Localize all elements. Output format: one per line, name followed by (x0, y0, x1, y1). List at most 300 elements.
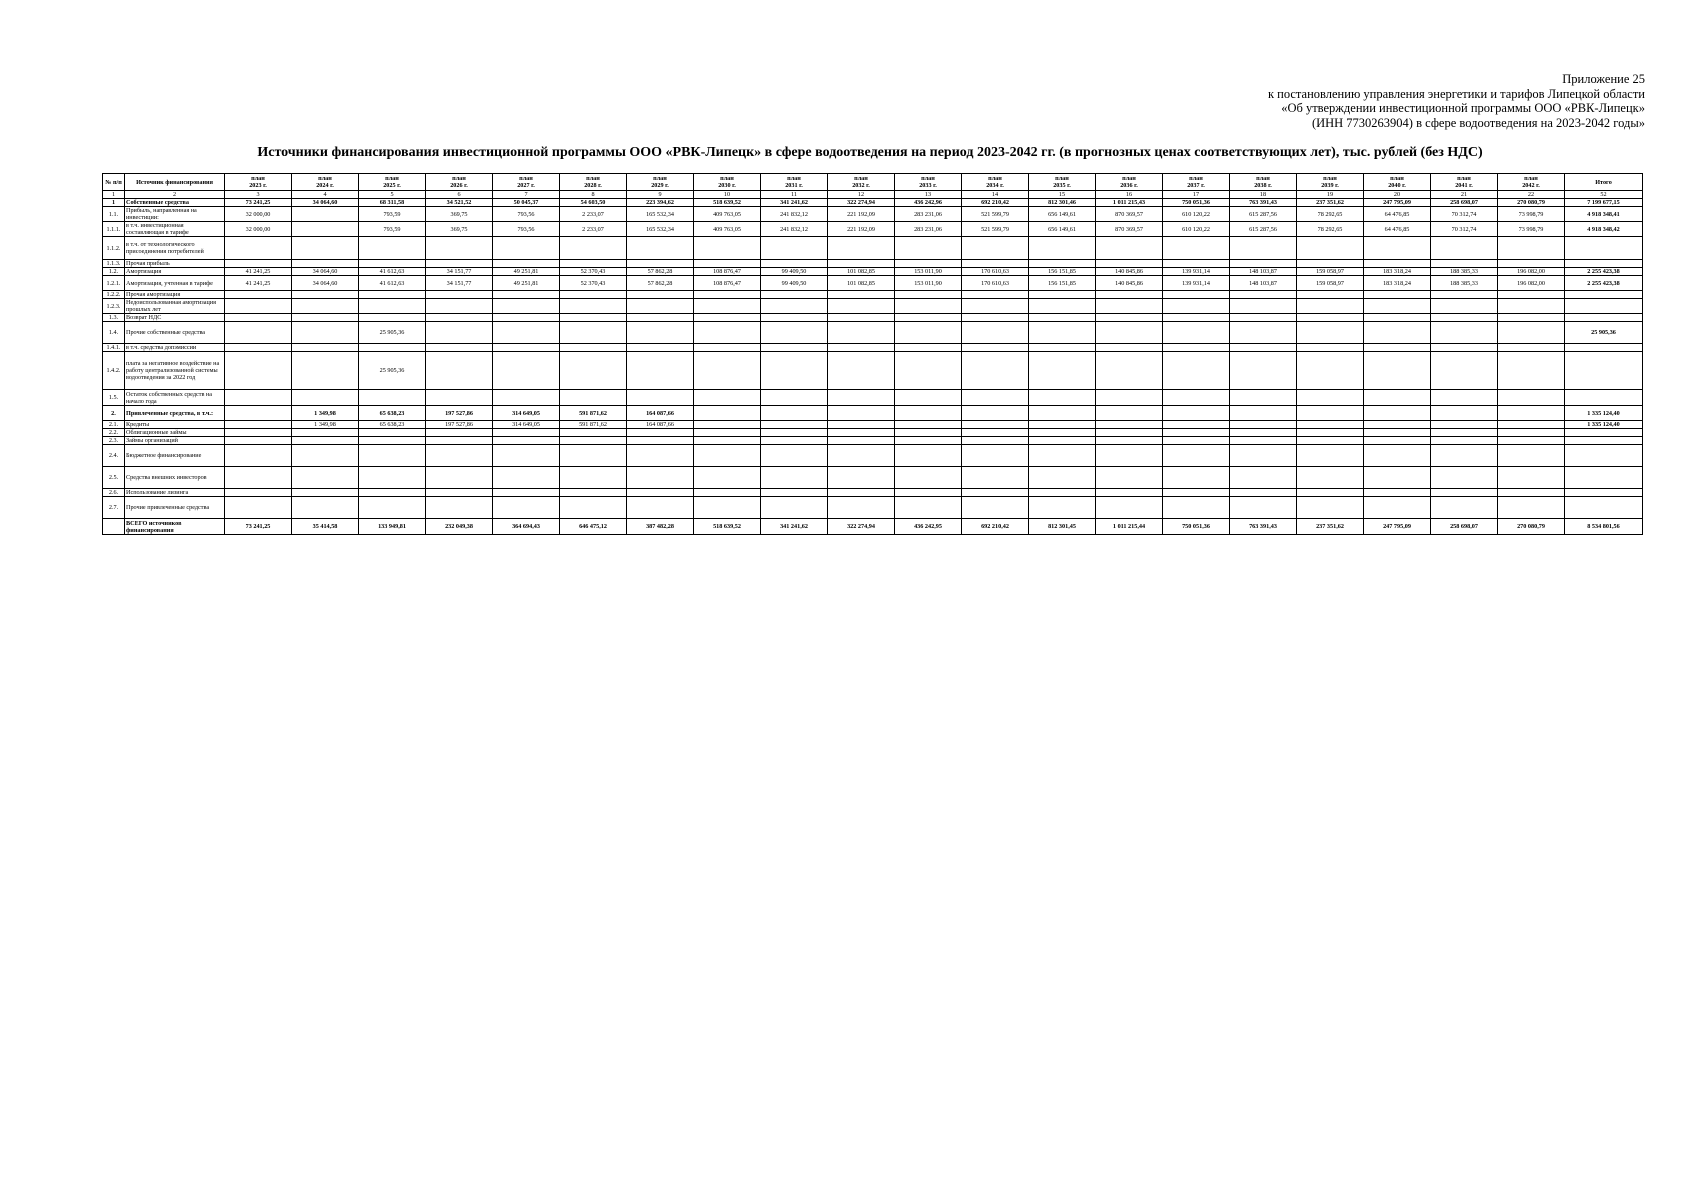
row-value-cell (1364, 322, 1431, 344)
row-number-cell: 1.4.1. (103, 344, 125, 352)
row-value-cell (694, 314, 761, 322)
column-number-cell: 1 (103, 191, 125, 199)
approval-header (1268, 72, 1645, 130)
row-value-cell (426, 260, 493, 268)
row-value-cell (426, 489, 493, 497)
row-value-cell (694, 344, 761, 352)
row-value-cell (1297, 352, 1364, 390)
row-source-cell: Использование лизинга (125, 489, 225, 497)
table-row (103, 519, 1643, 535)
row-value-cell (493, 445, 560, 467)
row-value-cell: 25 905,36 (359, 322, 426, 344)
row-total-cell: 25 905,36 (1565, 322, 1643, 344)
table-row (103, 437, 1643, 445)
row-value-cell: 133 949,81 (359, 519, 426, 535)
row-value-cell: 73 241,25 (225, 199, 292, 207)
row-value-cell (426, 467, 493, 489)
row-value-cell (962, 352, 1029, 390)
table-row (103, 314, 1643, 322)
row-value-cell: 232 049,38 (426, 519, 493, 535)
row-value-cell (828, 437, 895, 445)
row-value-cell: 763 391,43 (1230, 519, 1297, 535)
row-value-cell (1297, 390, 1364, 406)
row-value-cell (1297, 344, 1364, 352)
row-value-cell: 101 082,85 (828, 276, 895, 291)
column-number-cell: 16 (1096, 191, 1163, 199)
row-value-cell: 164 087,66 (627, 406, 694, 421)
header-cell-year: план 2028 г. (560, 174, 627, 191)
table-row (103, 260, 1643, 268)
row-value-cell (694, 322, 761, 344)
row-source-cell: Прочая амортизация (125, 291, 225, 299)
row-value-cell (761, 314, 828, 322)
row-value-cell (1230, 237, 1297, 260)
row-value-cell (1230, 437, 1297, 445)
row-value-cell (1364, 437, 1431, 445)
row-number-cell (103, 519, 125, 535)
row-value-cell (828, 489, 895, 497)
header-cell-total: Итого (1565, 174, 1643, 191)
row-value-cell (828, 291, 895, 299)
header-line: (ИНН 7730263904) в сфере водоотведения на 2023-2042 годы» (1311, 115, 1645, 130)
row-value-cell (1096, 314, 1163, 322)
table-row (103, 276, 1643, 291)
header-cell-year: план 2039 г. (1297, 174, 1364, 191)
row-source-cell: Прочая прибыль (125, 260, 225, 268)
row-value-cell (1029, 237, 1096, 260)
row-value-cell (1498, 406, 1565, 421)
row-value-cell (560, 489, 627, 497)
row-source-cell: Кредиты (125, 421, 225, 429)
row-value-cell (359, 291, 426, 299)
row-value-cell (1230, 445, 1297, 467)
row-value-cell: 750 051,36 (1163, 519, 1230, 535)
row-source-cell: Бюджетное финансирование (125, 445, 225, 467)
row-value-cell: 223 394,62 (627, 199, 694, 207)
row-value-cell: 283 231,06 (895, 207, 962, 222)
row-value-cell (1230, 497, 1297, 519)
table-row (103, 421, 1643, 429)
row-value-cell (225, 467, 292, 489)
row-value-cell (1230, 260, 1297, 268)
row-total-cell (1565, 314, 1643, 322)
row-number-cell: 2.4. (103, 445, 125, 467)
row-value-cell (761, 352, 828, 390)
table-row (103, 390, 1643, 406)
row-value-cell (1029, 390, 1096, 406)
row-value-cell (426, 390, 493, 406)
row-value-cell (1498, 344, 1565, 352)
row-value-cell: 1 349,98 (292, 406, 359, 421)
row-value-cell (1297, 489, 1364, 497)
row-source-cell: в т.ч. средства допэмиссии (125, 344, 225, 352)
header-cell-year: план 2030 г. (694, 174, 761, 191)
row-value-cell (1364, 344, 1431, 352)
row-value-cell (828, 237, 895, 260)
row-value-cell (1431, 344, 1498, 352)
row-value-cell: 518 639,52 (694, 519, 761, 535)
row-value-cell (292, 390, 359, 406)
row-value-cell (1498, 429, 1565, 437)
row-value-cell (1431, 260, 1498, 268)
row-source-cell: Займы организаций (125, 437, 225, 445)
row-value-cell (694, 291, 761, 299)
row-source-cell: Прибыль, направленная на инвестиции: (125, 207, 225, 222)
table-row (103, 429, 1643, 437)
row-value-cell: 247 795,09 (1364, 519, 1431, 535)
row-value-cell (761, 437, 828, 445)
row-value-cell (560, 467, 627, 489)
row-value-cell: 2 233,07 (560, 222, 627, 237)
row-value-cell: 73 998,79 (1498, 222, 1565, 237)
row-value-cell (895, 406, 962, 421)
row-number-cell: 1.5. (103, 390, 125, 406)
row-value-cell (426, 445, 493, 467)
row-value-cell (1029, 429, 1096, 437)
row-value-cell (1498, 390, 1565, 406)
row-total-cell: 8 534 801,56 (1565, 519, 1643, 535)
row-value-cell (627, 344, 694, 352)
row-value-cell (1029, 437, 1096, 445)
row-value-cell (292, 322, 359, 344)
row-value-cell (1163, 237, 1230, 260)
row-value-cell (627, 322, 694, 344)
row-value-cell (962, 437, 1029, 445)
column-number-cell: 15 (1029, 191, 1096, 199)
row-value-cell: 591 871,62 (560, 406, 627, 421)
column-number-cell: 11 (761, 191, 828, 199)
header-cell-year: план 2038 г. (1230, 174, 1297, 191)
row-total-cell: 1 335 124,40 (1565, 421, 1643, 429)
row-value-cell: 153 011,90 (895, 276, 962, 291)
row-value-cell (962, 237, 1029, 260)
row-value-cell (493, 467, 560, 489)
row-value-cell (1096, 437, 1163, 445)
row-total-cell (1565, 437, 1643, 445)
row-value-cell (493, 314, 560, 322)
row-value-cell (1431, 406, 1498, 421)
row-value-cell (560, 352, 627, 390)
row-value-cell (359, 260, 426, 268)
row-value-cell (292, 344, 359, 352)
row-value-cell (1029, 467, 1096, 489)
row-value-cell (493, 291, 560, 299)
row-value-cell: 610 120,22 (1163, 207, 1230, 222)
row-value-cell (1029, 314, 1096, 322)
row-value-cell (1230, 489, 1297, 497)
row-value-cell (1029, 489, 1096, 497)
row-value-cell (1297, 497, 1364, 519)
row-value-cell (1431, 322, 1498, 344)
table-row (103, 352, 1643, 390)
row-value-cell (828, 299, 895, 314)
row-number-cell: 1.1.1. (103, 222, 125, 237)
row-value-cell (828, 467, 895, 489)
row-value-cell (895, 437, 962, 445)
row-value-cell (1431, 467, 1498, 489)
row-value-cell (761, 390, 828, 406)
row-value-cell (761, 429, 828, 437)
row-value-cell (828, 390, 895, 406)
header-cell-year: план 2035 г. (1029, 174, 1096, 191)
row-value-cell (962, 299, 1029, 314)
row-value-cell (895, 344, 962, 352)
row-value-cell (225, 429, 292, 437)
row-value-cell: 165 532,34 (627, 207, 694, 222)
row-value-cell (493, 489, 560, 497)
row-total-cell (1565, 467, 1643, 489)
header-cell-year: план 2032 г. (828, 174, 895, 191)
row-value-cell (1431, 237, 1498, 260)
row-value-cell (761, 467, 828, 489)
row-value-cell (1029, 352, 1096, 390)
row-total-cell: 4 918 348,42 (1565, 222, 1643, 237)
row-source-cell: Амортизация (125, 268, 225, 276)
row-value-cell: 78 292,65 (1297, 222, 1364, 237)
row-number-cell: 1.2.2. (103, 291, 125, 299)
row-value-cell: 164 087,66 (627, 421, 694, 429)
row-value-cell (292, 299, 359, 314)
row-value-cell (560, 429, 627, 437)
row-value-cell (1498, 437, 1565, 445)
row-value-cell (493, 260, 560, 268)
row-value-cell: 34 064,60 (292, 199, 359, 207)
row-value-cell: 1 011 215,44 (1096, 519, 1163, 535)
row-source-cell: Возврат НДС (125, 314, 225, 322)
row-value-cell: 241 832,12 (761, 222, 828, 237)
row-value-cell (292, 237, 359, 260)
column-number-cell: 13 (895, 191, 962, 199)
row-value-cell (694, 489, 761, 497)
row-value-cell: 750 051,36 (1163, 199, 1230, 207)
row-value-cell (493, 429, 560, 437)
row-value-cell (627, 260, 694, 268)
row-value-cell: 25 905,36 (359, 352, 426, 390)
row-value-cell (694, 497, 761, 519)
row-value-cell (828, 322, 895, 344)
row-total-cell (1565, 352, 1643, 390)
row-value-cell (426, 299, 493, 314)
row-value-cell (1029, 421, 1096, 429)
row-value-cell: 615 287,56 (1230, 207, 1297, 222)
row-value-cell (895, 237, 962, 260)
row-value-cell (1163, 489, 1230, 497)
row-value-cell (560, 497, 627, 519)
row-value-cell (1096, 497, 1163, 519)
row-value-cell (962, 497, 1029, 519)
row-value-cell: 139 931,14 (1163, 276, 1230, 291)
row-number-cell: 2.2. (103, 429, 125, 437)
row-value-cell (426, 344, 493, 352)
row-value-cell (1364, 489, 1431, 497)
row-value-cell (1163, 390, 1230, 406)
row-value-cell (225, 314, 292, 322)
row-value-cell (1297, 237, 1364, 260)
header-line: «Об утверждении инвестиционной программы ООО «РВК-Липецк» (1281, 101, 1645, 115)
row-value-cell (1297, 421, 1364, 429)
row-value-cell: 610 120,22 (1163, 222, 1230, 237)
column-number-row (103, 191, 1643, 199)
row-total-cell (1565, 497, 1643, 519)
column-number-cell: 17 (1163, 191, 1230, 199)
row-value-cell (493, 237, 560, 260)
row-value-cell (828, 497, 895, 519)
row-value-cell: 101 082,85 (828, 268, 895, 276)
row-value-cell: 52 370,43 (560, 276, 627, 291)
row-value-cell (1163, 299, 1230, 314)
row-value-cell: 153 011,90 (895, 268, 962, 276)
row-value-cell (225, 322, 292, 344)
row-value-cell: 108 876,47 (694, 276, 761, 291)
row-value-cell (694, 352, 761, 390)
row-total-cell (1565, 390, 1643, 406)
row-value-cell: 41 241,25 (225, 268, 292, 276)
row-value-cell: 793,59 (359, 207, 426, 222)
row-value-cell (1364, 260, 1431, 268)
row-value-cell (426, 437, 493, 445)
header-cell-year: план 2025 г. (359, 174, 426, 191)
row-value-cell: 283 231,06 (895, 222, 962, 237)
row-value-cell (225, 390, 292, 406)
table-row (103, 467, 1643, 489)
row-value-cell (493, 352, 560, 390)
row-value-cell (895, 260, 962, 268)
row-value-cell (1431, 291, 1498, 299)
row-value-cell: 165 532,34 (627, 222, 694, 237)
row-value-cell: 1 011 215,43 (1096, 199, 1163, 207)
row-value-cell: 32 000,00 (225, 222, 292, 237)
row-value-cell: 64 476,85 (1364, 222, 1431, 237)
row-value-cell (359, 237, 426, 260)
row-total-cell: 2 255 423,38 (1565, 276, 1643, 291)
row-value-cell (292, 497, 359, 519)
row-value-cell (359, 344, 426, 352)
row-value-cell (828, 406, 895, 421)
row-value-cell (761, 497, 828, 519)
row-value-cell (225, 299, 292, 314)
row-value-cell (292, 467, 359, 489)
row-value-cell: 793,59 (359, 222, 426, 237)
row-value-cell: 183 318,24 (1364, 268, 1431, 276)
column-number-cell: 22 (1498, 191, 1565, 199)
row-value-cell (1163, 314, 1230, 322)
row-total-cell (1565, 344, 1643, 352)
row-number-cell: 2.1. (103, 421, 125, 429)
row-value-cell: 692 210,42 (962, 519, 1029, 535)
table-row (103, 222, 1643, 237)
row-value-cell: 65 638,23 (359, 421, 426, 429)
row-source-cell: Прочие собственные средства (125, 322, 225, 344)
row-value-cell (627, 352, 694, 390)
row-number-cell: 1.3. (103, 314, 125, 322)
row-value-cell: 140 845,86 (1096, 268, 1163, 276)
row-source-cell: Облигационные займы (125, 429, 225, 437)
row-value-cell (627, 237, 694, 260)
row-value-cell (895, 445, 962, 467)
row-value-cell: 314 649,05 (493, 421, 560, 429)
row-value-cell (895, 467, 962, 489)
row-value-cell: 159 058,97 (1297, 268, 1364, 276)
row-value-cell (1431, 314, 1498, 322)
row-value-cell (1163, 322, 1230, 344)
row-value-cell (1096, 344, 1163, 352)
column-number-cell: 4 (292, 191, 359, 199)
row-total-cell (1565, 429, 1643, 437)
row-value-cell (1364, 406, 1431, 421)
row-value-cell: 32 000,00 (225, 207, 292, 222)
row-value-cell: 387 482,28 (627, 519, 694, 535)
row-value-cell (828, 344, 895, 352)
row-value-cell (1364, 390, 1431, 406)
row-number-cell: 2.5. (103, 467, 125, 489)
row-value-cell (1498, 467, 1565, 489)
row-value-cell: 148 103,87 (1230, 268, 1297, 276)
row-value-cell (895, 489, 962, 497)
row-value-cell (493, 390, 560, 406)
row-value-cell: 341 241,62 (761, 519, 828, 535)
row-value-cell: 54 603,50 (560, 199, 627, 207)
row-value-cell: 763 391,43 (1230, 199, 1297, 207)
row-value-cell: 73 998,79 (1498, 207, 1565, 222)
row-value-cell (493, 497, 560, 519)
row-value-cell: 108 876,47 (694, 268, 761, 276)
row-value-cell: 241 832,12 (761, 207, 828, 222)
row-value-cell (627, 429, 694, 437)
row-value-cell (1498, 352, 1565, 390)
header-cell-year: план 2034 г. (962, 174, 1029, 191)
row-value-cell (1096, 445, 1163, 467)
row-value-cell (1297, 467, 1364, 489)
row-value-cell (895, 390, 962, 406)
row-value-cell (1364, 299, 1431, 314)
row-value-cell (1498, 489, 1565, 497)
row-value-cell: 52 370,43 (560, 268, 627, 276)
row-value-cell (627, 445, 694, 467)
row-value-cell (560, 237, 627, 260)
row-value-cell (1163, 406, 1230, 421)
row-value-cell: 646 475,12 (560, 519, 627, 535)
row-value-cell: 436 242,95 (895, 519, 962, 535)
row-value-cell: 73 241,25 (225, 519, 292, 535)
row-value-cell (895, 299, 962, 314)
row-value-cell (359, 314, 426, 322)
row-value-cell (828, 260, 895, 268)
row-number-cell: 1.4.2. (103, 352, 125, 390)
row-value-cell (292, 445, 359, 467)
row-value-cell (694, 299, 761, 314)
row-value-cell (359, 497, 426, 519)
row-source-cell: плата за негативное воздействие на работу централизованной системы водоотведения за 2022 год (125, 352, 225, 390)
row-value-cell (1297, 437, 1364, 445)
header-line: Приложение 25 (1562, 72, 1645, 86)
row-value-cell (1163, 421, 1230, 429)
row-value-cell (1163, 445, 1230, 467)
column-number-cell: 7 (493, 191, 560, 199)
row-value-cell (1029, 497, 1096, 519)
row-value-cell: 70 312,74 (1431, 222, 1498, 237)
row-value-cell (694, 237, 761, 260)
row-value-cell: 140 845,86 (1096, 276, 1163, 291)
row-value-cell: 247 795,09 (1364, 199, 1431, 207)
row-value-cell (828, 429, 895, 437)
row-value-cell: 70 312,74 (1431, 207, 1498, 222)
row-value-cell (1230, 291, 1297, 299)
row-value-cell (828, 421, 895, 429)
row-total-cell (1565, 291, 1643, 299)
row-value-cell (694, 406, 761, 421)
row-value-cell (359, 489, 426, 497)
row-value-cell: 41 612,63 (359, 268, 426, 276)
